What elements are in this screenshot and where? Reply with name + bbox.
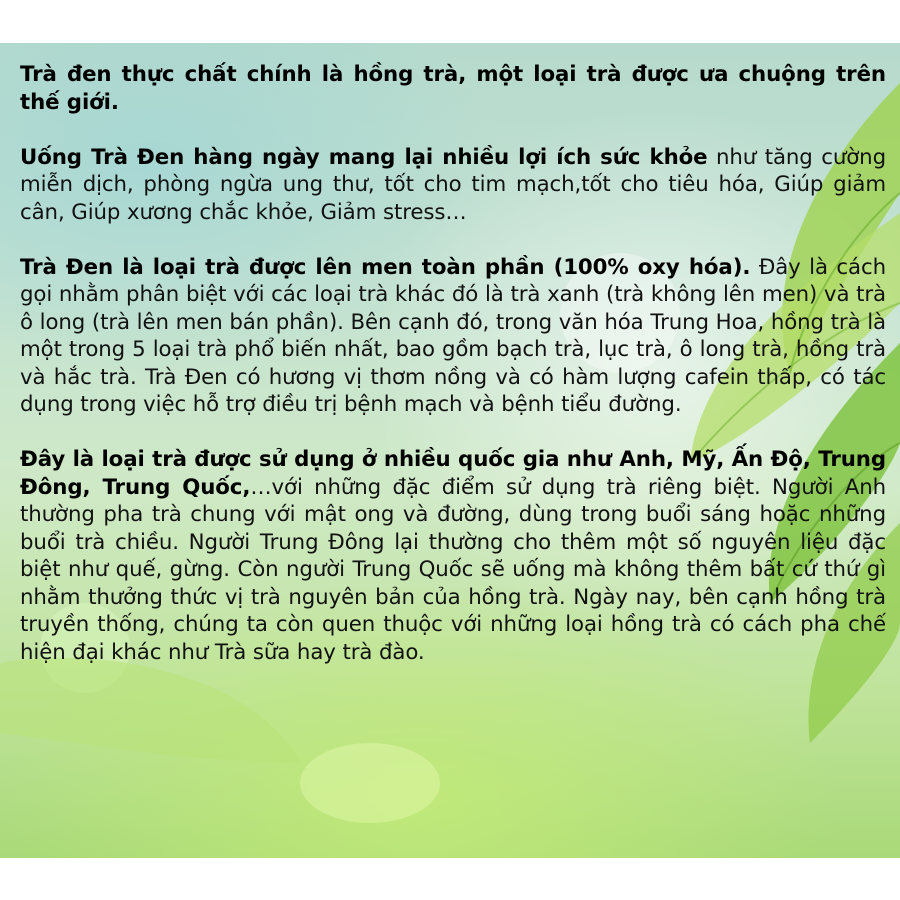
paragraph-normal: …với những đặc điểm sử dụng trà riêng biệt. Người Anh thường pha trà chung với mật ong và đường, dùng trong buổi sáng hoặc những buổi trà chiều. Người Trung Đông lại thường cho thêm một số nguyên liệu đặc biệt như quế, gừng. Còn người Trung Quốc sẽ uống mà không thêm bất cứ thứ gì nhằm thưởng thức vị trà nguyên bản của hồng trà. Ngày nay, bên cạnh hồng trà truyền thống, chúng ta còn quen thuộc với những loại hồng trà có cách pha chế hiện đại khác như Trà sữa hay trà đào. [20,474,886,665]
paragraph-normal: như tăng cường miễn dịch, phòng ngừa ung thư, tốt cho tim mạch,tốt cho tiêu hóa, Giúp giảm cân, Giúp xương chắc khỏe, Giảm stress… [20,144,886,225]
paragraph-countries [20,446,886,666]
paragraph-normal: Đây là cách gọi nhằm phân biệt với các loại trà khác đó là trà xanh (trà không lên men) và trà ô long (trà lên men bán phần). Bên cạnh đó, trong văn hóa Trung Hoa, hồng trà là một trong 5 loại trà phổ biến nhất, bao gồm bạch trà, lục trà, ô long trà, hồng trà và hắc trà. Trà Đen có hương vị thơm nồng và có hàm lượng cafein thấp, có tác dụng trong việc hỗ trợ điều trị bệnh mạch và bệnh tiểu đường. [20,254,887,417]
paragraph-bold: Uống Trà Đen hàng ngày mang lại nhiều lợi ích sức khỏe [20,144,708,170]
paragraph-bold: Đây là loại trà được sử dụng ở nhiều quốc gia như Anh, Mỹ, Ấn Độ, Trung Đông, Trung Quốc, [20,447,886,500]
paragraph-fermentation [20,254,886,419]
paragraph-benefits [20,144,886,227]
paragraph-intro [20,61,886,116]
paragraph-bold: Trà Đen là loại trà được lên men toàn phần (100% oxy hóa). [20,254,751,280]
background-image [0,43,900,858]
article-text [20,61,886,694]
paragraph-bold: Trà đen thực chất chính là hồng trà, một loại trà được ưa chuộng trên thế giới. [20,62,886,115]
